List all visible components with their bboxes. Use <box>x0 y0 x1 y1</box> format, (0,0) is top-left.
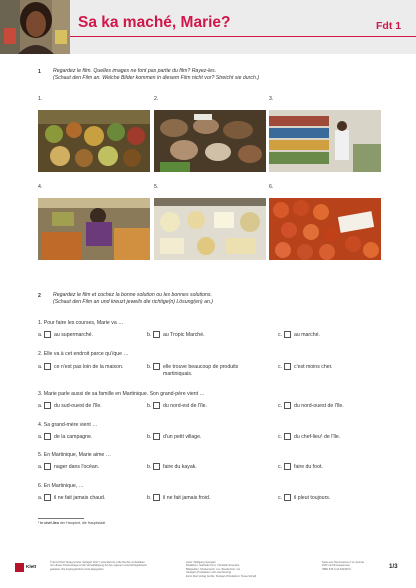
exercise-1-instruction-fr: Regardez le film. Quelles images ne font pas partie du film? Rayez-les. <box>53 68 217 74</box>
option-text: il ne fait jamais froid. <box>163 495 211 501</box>
option-label: b. <box>147 403 152 409</box>
option-text: faire du foot. <box>294 464 323 470</box>
checkbox[interactable] <box>44 363 51 370</box>
exercise-2-instruction-de: (Schaut den Film an und kreuzt jeweils die richtige(n) Lösung(en) an.) <box>53 299 214 305</box>
source-line: ISBN 978-3-12-622345-6 <box>322 567 351 571</box>
question-6: 6. En Martinique, … <box>38 483 84 489</box>
option-label: b. <box>147 332 152 338</box>
option-label: c. <box>278 364 283 370</box>
question-5: 5. En Martinique, Marie aime … <box>38 452 111 458</box>
copyright-line: © Ernst Klett Verlag GmbH, Stuttgart 2017 | www.klett.de | Alle Rechte vorbehalten. <box>50 561 146 564</box>
option-text: d'un petit village. <box>163 434 202 440</box>
header-divider <box>70 36 416 37</box>
source-line: Seite aus: Découvertes 2 Le Journal <box>322 561 364 564</box>
credits-line: Ernst Klett Verlag GmbH, Stuttgart (Produktion: Tessa Schell) <box>186 574 257 578</box>
checkbox[interactable] <box>44 494 51 501</box>
option-label: c. <box>278 434 283 440</box>
photo-market-stall <box>38 110 150 172</box>
klett-logo-icon <box>15 563 24 572</box>
header-portrait <box>0 0 70 54</box>
option-text: de la campagne. <box>54 434 93 440</box>
option-text: du nord-est de l'île. <box>163 403 207 409</box>
option-text: du nord-ouest de l'île. <box>294 403 344 409</box>
worksheet-code: Fdt 1 <box>376 20 402 32</box>
option-text: c'est moins cher. <box>294 364 333 370</box>
exercise-1-instruction-de: (Schaut den Film an. Welche Bilder kommen in diesem Film nicht vor? Streicht sie durch.) <box>53 75 260 81</box>
option-label: a. <box>38 332 43 338</box>
question-4: 4. Sa grand-mère vient … <box>38 422 98 428</box>
photo-number: 5. <box>154 184 159 190</box>
photo-number: 1. <box>38 96 43 102</box>
photo-cheese-counter <box>154 198 266 260</box>
checkbox[interactable] <box>284 331 291 338</box>
option-label: a. <box>38 403 43 409</box>
checkbox[interactable] <box>284 402 291 409</box>
page-title: Sa ka maché, Marie? <box>78 14 231 31</box>
footnote-divider <box>38 518 84 519</box>
option-label: c. <box>278 464 283 470</box>
photo-root-vegetables <box>154 110 266 172</box>
option-text-continued: martiniquais. <box>163 371 193 377</box>
option-label: c. <box>278 495 283 501</box>
option-label: b. <box>147 464 152 470</box>
option-text: du sud-ouest de l'île. <box>54 403 102 409</box>
checkbox[interactable] <box>44 402 51 409</box>
photo-number: 4. <box>38 184 43 190</box>
copyright-line: gestattet. Die Kopiergebühren sind abgegolten. <box>50 567 105 571</box>
copyright-line: Von dieser Druckvorlage ist die Vervielfältigung für den eigenen Unterrichtsgebrauch <box>50 564 147 568</box>
option-label: a. <box>38 464 43 470</box>
source-line: DVD mit Filmsequenzen <box>322 564 350 568</box>
copyright-block <box>50 561 147 571</box>
credits-line: Bildquellen: Shutterstock: xxx; iStockphoto: xxx <box>186 567 241 571</box>
page-number: 1/3 <box>389 563 398 570</box>
credits-block <box>186 561 256 578</box>
option-text: il ne fait jamais chaud. <box>54 495 106 501</box>
checkbox[interactable] <box>153 463 160 470</box>
footnote <box>38 521 105 525</box>
checkbox[interactable] <box>44 331 51 338</box>
exercise-1-number: 1 <box>38 69 41 75</box>
checkbox[interactable] <box>153 363 160 370</box>
photo-woman-at-stall <box>38 198 150 260</box>
option-label: b. <box>147 364 152 370</box>
question-1: 1. Pour faire les courses, Marie va … <box>38 320 124 326</box>
source-block <box>322 561 364 571</box>
checkbox[interactable] <box>284 433 291 440</box>
option-label: c. <box>278 403 283 409</box>
photo-number: 3. <box>269 96 274 102</box>
option-label: b. <box>147 434 152 440</box>
exercise-2-number: 2 <box>38 293 41 299</box>
checkbox[interactable] <box>153 331 160 338</box>
option-label: a. <box>38 495 43 501</box>
checkbox[interactable] <box>284 463 291 470</box>
page-header <box>0 0 416 54</box>
exercise-2-instruction-fr: Regardez le film et cochez la bonne solution ou les bonnes solutions. <box>53 292 212 298</box>
option-text: au Tropic Marché. <box>163 332 205 338</box>
question-2: 2. Elle va à cet endroit parce qu'/que … <box>38 351 129 357</box>
option-text: au marché. <box>294 332 320 338</box>
option-text: faire du kayak. <box>163 464 197 470</box>
checkbox[interactable] <box>153 433 160 440</box>
photo-number: 6. <box>269 184 274 190</box>
option-label: b. <box>147 495 152 501</box>
publisher-logo-text: Klett <box>26 564 37 569</box>
option-text: nager dans l'océan. <box>54 464 100 470</box>
credits-line: Stuttgart (Produktion und Lizenzierung) <box>186 571 232 575</box>
photo-supermarket-aisle <box>269 110 381 172</box>
footnote-term: ¹ le chef-lieu <box>38 521 59 525</box>
option-text: il pleut toujours. <box>294 495 331 501</box>
checkbox[interactable] <box>153 402 160 409</box>
option-label: a. <box>38 434 43 440</box>
credits-line: Autor: Wolfgang Spengler <box>186 561 216 564</box>
option-label: a. <box>38 364 43 370</box>
photo-red-fruits <box>269 198 381 260</box>
checkbox[interactable] <box>284 363 291 370</box>
checkbox[interactable] <box>284 494 291 501</box>
question-3: 3. Marie parle aussi de sa famille en Martinique. Son grand-père vient … <box>38 391 205 397</box>
option-text: au supermarché. <box>54 332 93 338</box>
option-text: elle trouve beaucoup de produits <box>163 364 239 370</box>
footnote-text: der Hauptort, die Hauptstadt <box>59 521 106 525</box>
option-label: c. <box>278 332 283 338</box>
option-text: du chef-lieu¹ de l'île. <box>294 434 341 440</box>
photo-number: 2. <box>154 96 159 102</box>
credits-line: Redaktion: Gabriele Forst, Christelle Souvaine <box>186 564 240 568</box>
checkbox[interactable] <box>153 494 160 501</box>
checkbox[interactable] <box>44 463 51 470</box>
option-text: ce n'est pas loin de la maison. <box>54 364 124 370</box>
checkbox[interactable] <box>44 433 51 440</box>
